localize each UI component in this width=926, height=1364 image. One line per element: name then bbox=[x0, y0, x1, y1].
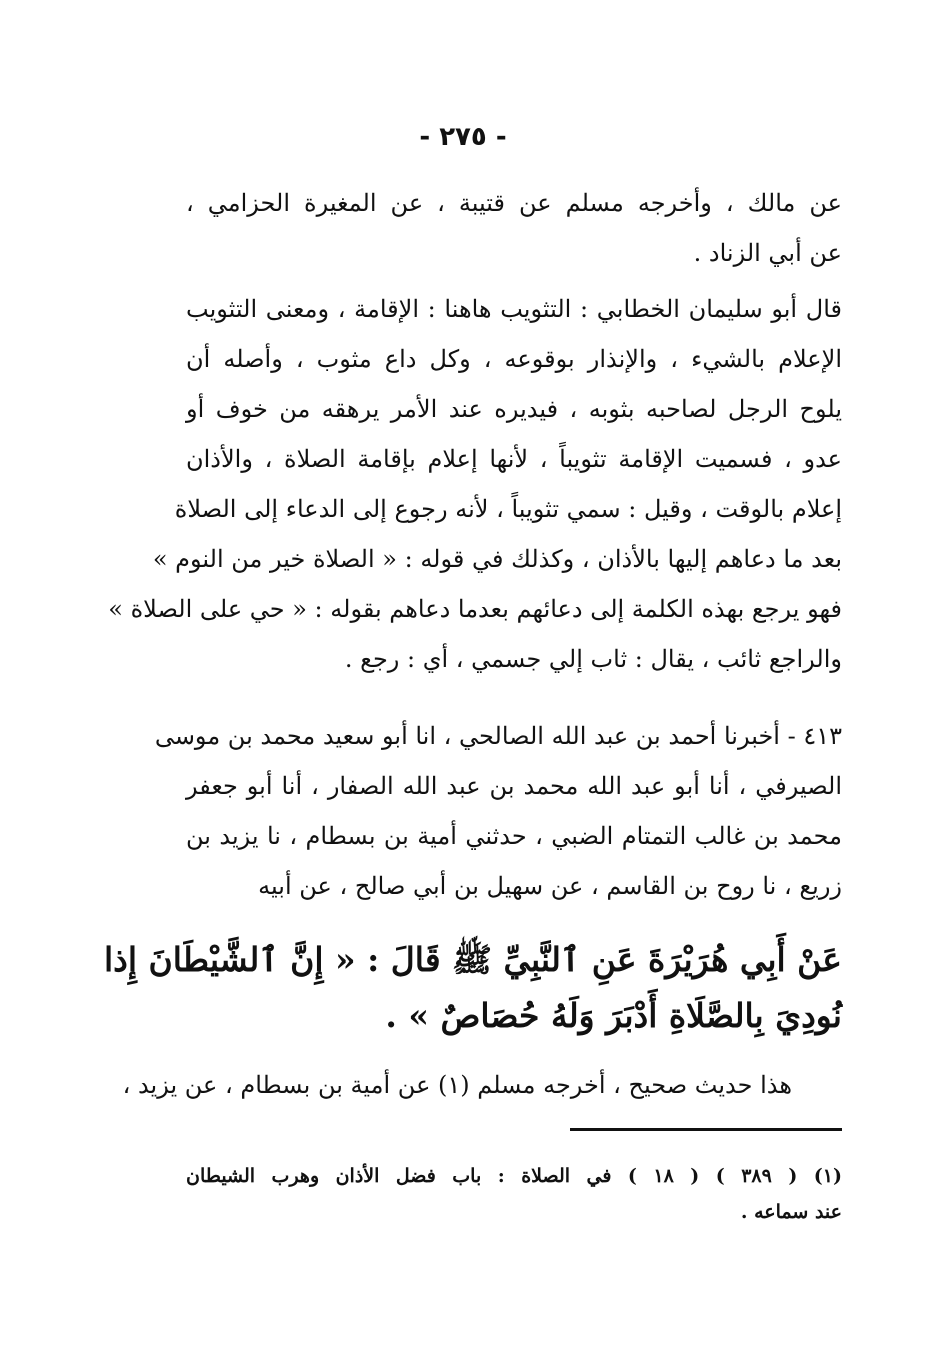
text-line: قال أبو سليمان الخطابي : التثويب هاهنا : الإقامة ، ومعنى التثويب bbox=[186, 295, 842, 323]
hadith-text bbox=[103, 932, 842, 1044]
text-line: الإعلام بالشيء ، والإنذار بوقوعه ، وكل داع مثوب ، وأصله أن bbox=[186, 345, 842, 373]
text-line: الصيرفي ، أنا أبو عبد الله محمد بن عبد الله الصفار ، أنا أبو جعفر bbox=[186, 772, 842, 800]
footnote-line: عند سماعه . bbox=[740, 1201, 842, 1223]
text-line: فهو يرجع بهذه الكلمة إلى دعائهم بعدما دعاهم بقوله : « حي على الصلاة » bbox=[108, 595, 842, 623]
text-line: إعلام بالوقت ، وقيل : سمي تثويباً ، لأنه رجوع إلى الدعاء إلى الصلاة bbox=[174, 495, 842, 523]
text-line: عدو ، فسميت الإقامة تثويباً ، لأنها إعلام بإقامة الصلاة ، والأذان bbox=[186, 445, 842, 473]
closing-paragraph bbox=[122, 1060, 792, 1110]
text-line: عن أبي الزناد . bbox=[693, 239, 842, 267]
paragraph-1 bbox=[186, 178, 842, 278]
footnote-divider bbox=[570, 1128, 842, 1131]
hadith-line: عَنْ أَبِي هُرَيْرَةَ عَنِ ٱلنَّبِيِّ ﷺ قَالَ : « إِنَّ ٱلشَّيْطَانَ إِذا bbox=[103, 940, 842, 979]
text-line: بعد ما دعاهم إليها بالأذان ، وكذلك في قوله : « الصلاة خير من النوم » bbox=[152, 545, 842, 573]
text-line: محمد بن غالب التمتام الضبي ، حدثني أمية بن بسطام ، نا يزيد بن bbox=[186, 822, 842, 850]
paragraph-3 bbox=[154, 711, 842, 911]
text-line: يلوح الرجل لصاحبه بثوبه ، فيديره عند الأمر يرهقه من خوف أو bbox=[186, 395, 842, 423]
hadith-line: نُودِيَ بِالصَّلَاةِ أَدْبَرَ وَلَهُ حُصَاصٌ » . bbox=[385, 996, 842, 1035]
footnote bbox=[186, 1158, 842, 1230]
paragraph-2 bbox=[108, 284, 842, 684]
page-number: - ٢٧٥ - bbox=[419, 122, 507, 152]
footnote-line: (١) ( ٣٨٩ ) ( ١٨ ) في الصلاة : باب فضل الأذان وهرب الشيطان bbox=[186, 1165, 842, 1187]
text-line: ٤١٣ - أخبرنا أحمد بن عبد الله الصالحي ، انا أبو سعيد محمد بن موسى bbox=[154, 722, 842, 750]
text-line: والراجع ثائب ، يقال : ثاب إلي جسمي ، أي : رجع . bbox=[344, 645, 842, 673]
text-line: زريع ، نا روح بن القاسم ، عن سهيل بن أبي صالح ، عن أبيه bbox=[258, 872, 842, 900]
text-line: عن مالك ، وأخرجه مسلم عن قتيبة ، عن المغيرة الحزامي ، bbox=[186, 189, 843, 217]
text-line: هذا حديث صحيح ، أخرجه مسلم (١) عن أمية بن بسطام ، عن يزيد ، bbox=[122, 1071, 792, 1099]
